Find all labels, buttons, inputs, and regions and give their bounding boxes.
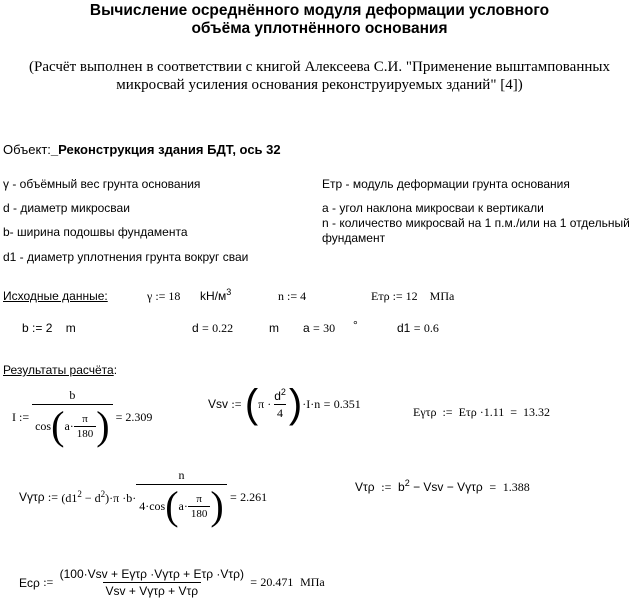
input-b [22, 321, 76, 335]
Egtr-symbol: Eγτρ [413, 405, 437, 419]
Vgtr-minus: − d [81, 490, 101, 505]
input-d1 [397, 321, 439, 336]
eq-op: = [510, 405, 518, 419]
pi-symbol: π [82, 412, 88, 425]
deg-180: 180 [74, 426, 97, 440]
input-a [303, 321, 335, 336]
Vsv-result: 0.351 [333, 396, 361, 411]
legend-a: а - угол наклона микросваи к вертикали [322, 201, 544, 215]
gamma-unit-base: kH/м [200, 289, 227, 303]
Ecr-unit: МПа [300, 575, 325, 589]
eq-op: = [250, 575, 258, 589]
results-heading-colon: : [113, 363, 118, 377]
assign-op: := [47, 489, 59, 504]
input-etr [371, 289, 454, 304]
Vsv-tail: ·I·n [302, 396, 321, 411]
assign-op: := [19, 409, 30, 424]
etr-value: 12 [405, 289, 418, 303]
b-symbol: b [398, 480, 405, 494]
Ecr-numerator: (100·Vsv + Eγτρ ·Vγτρ + Eτρ ·Vτρ) [59, 567, 244, 581]
d-unit: m [269, 321, 279, 335]
title-line-1: Вычисление осреднённого модуля деформации условного [89, 2, 550, 19]
legend-d1: d1 - диаметр уплотнения грунта вокруг сваи [3, 250, 249, 264]
a-symbol: a [303, 321, 310, 335]
etr-unit: МПа [429, 289, 455, 303]
exp-2: 2 [404, 478, 410, 488]
Ecr-result: 20.471 [260, 575, 294, 589]
I-numerator: b [69, 388, 76, 402]
eq-op: = [413, 321, 421, 335]
deg-180: 180 [188, 506, 211, 520]
object-label: Объект: [3, 142, 51, 157]
denominator-4: 4 [274, 404, 286, 421]
Vgtr-symbol: Vγτρ [19, 490, 45, 504]
inputs-heading: Исходные данные: [3, 289, 108, 303]
eq-op: = [115, 409, 123, 424]
Vgtr-open: (d1 [61, 490, 78, 505]
Vgtr-denominator [136, 484, 226, 526]
assign-op: := [32, 321, 43, 335]
legend-gamma: γ - объёмный вес грунта основания [3, 177, 201, 191]
Vsv-pi: π · [258, 396, 272, 411]
legend-n-line-2: фундамент [322, 231, 386, 245]
paren-close: ) [210, 483, 224, 528]
a-unit: ° [353, 318, 358, 332]
Vgtr-numerator: n [178, 468, 185, 482]
Egtr-rhs: Eτρ ·1.11 [458, 405, 505, 419]
a-term: a· [178, 498, 188, 513]
Ecr-fraction [57, 567, 247, 598]
paren-close: ) [96, 403, 110, 448]
formula-Vgtr [19, 468, 267, 526]
subtitle-line-1: (Расчёт выполнен в соответствии с книгой Алексеева С.И. "Применение выштампованных [29, 59, 610, 75]
formula-I [12, 388, 152, 446]
Egtr-result: 13.32 [523, 405, 551, 419]
object-value: _Реконструкция здания БДТ, ось 32 [50, 142, 281, 157]
a-value: 30 [323, 321, 336, 335]
I-a-term: a· [64, 418, 74, 433]
Ecr-denominator: Vsv + Vγτρ + Vτρ [103, 582, 202, 598]
assign-op: := [287, 289, 298, 303]
gamma-symbol: γ [147, 289, 153, 303]
paren-open: ( [51, 403, 65, 448]
gamma-unit [200, 287, 231, 303]
pi-symbol: π [196, 492, 202, 505]
subtitle-line-2: микросвай усиления основания реконструируемых зданий" [4]) [116, 77, 523, 93]
assign-op: := [442, 405, 453, 419]
formula-Vtr [355, 478, 530, 495]
Vtr-result: 1.388 [502, 480, 530, 494]
Ecr-symbol: Ecρ [19, 575, 40, 590]
Vsv-symbol: Vsv [208, 397, 229, 411]
formula-Ecr [19, 567, 325, 598]
eq-op: = [323, 396, 331, 411]
exp-2: 2 [280, 387, 286, 397]
legend-d: d - диаметр микросваи [3, 201, 130, 215]
d2-over-4 [271, 387, 289, 421]
assign-op: := [381, 480, 392, 494]
I-denominator [32, 404, 112, 446]
Vgtr-diff [61, 489, 136, 506]
d-value: 0.22 [212, 321, 234, 335]
b-unit: m [65, 321, 76, 335]
gamma-value: 18 [168, 289, 181, 303]
cos-fn: cos [35, 418, 52, 433]
paren-close: ) [288, 382, 303, 426]
assign-op: := [231, 396, 242, 411]
formula-Vsv [208, 384, 361, 424]
I-fraction [32, 388, 112, 446]
legend-b: b- ширина подошвы фундамента [3, 225, 188, 239]
paren-open: ( [165, 483, 179, 528]
input-d [192, 321, 233, 336]
eq-op: = [489, 480, 497, 494]
exp-2: 2 [100, 488, 106, 499]
exp-2: 2 [77, 488, 82, 499]
Vgtr-den-prefix: 4·cos [139, 498, 166, 513]
pi-over-180 [188, 493, 211, 520]
input-gamma [147, 289, 180, 304]
n-value: 4 [300, 289, 307, 303]
gamma-unit-exp: 3 [226, 287, 232, 297]
d-symbol: d [274, 389, 281, 403]
results-heading [3, 363, 117, 377]
input-n [278, 289, 306, 304]
b-value: 2 [45, 321, 53, 335]
eq-op: = [230, 489, 237, 504]
I-symbol: I [12, 409, 16, 424]
pi-over-180 [74, 413, 97, 440]
title-line-2: объёма уплотнённого основания [191, 20, 448, 37]
d1-symbol: d1 [397, 321, 411, 335]
Vtr-symbol: Vτρ [355, 480, 375, 494]
eq-op: = [313, 321, 320, 335]
legend-n-line-1: n - количество микросвай на 1 п.м./или на 1 отдельный [322, 216, 630, 230]
n-symbol: n [278, 289, 284, 303]
assign-op: := [392, 289, 403, 303]
b-symbol: b [22, 321, 29, 335]
assign-op: := [43, 575, 54, 589]
Vtr-tail: − Vsv − Vγτρ [409, 480, 483, 494]
object-row [3, 142, 281, 157]
d1-value: 0.6 [423, 321, 439, 335]
paren-open: ( [244, 382, 259, 426]
formula-Egtr [413, 405, 550, 420]
eq-op: = [202, 321, 209, 335]
Vgtr-fraction [136, 468, 226, 526]
Vgtr-close: )·π ·b· [105, 490, 137, 505]
Vgtr-result: 2.261 [240, 489, 268, 504]
legend-etr: Етр - модуль деформации грунта основания [322, 177, 570, 191]
d-symbol: d [192, 321, 199, 335]
I-result: 2.309 [125, 409, 153, 424]
assign-op: := [155, 289, 166, 303]
etr-symbol: Етρ [371, 289, 390, 303]
results-heading-text: Результаты расчёта [3, 363, 114, 377]
